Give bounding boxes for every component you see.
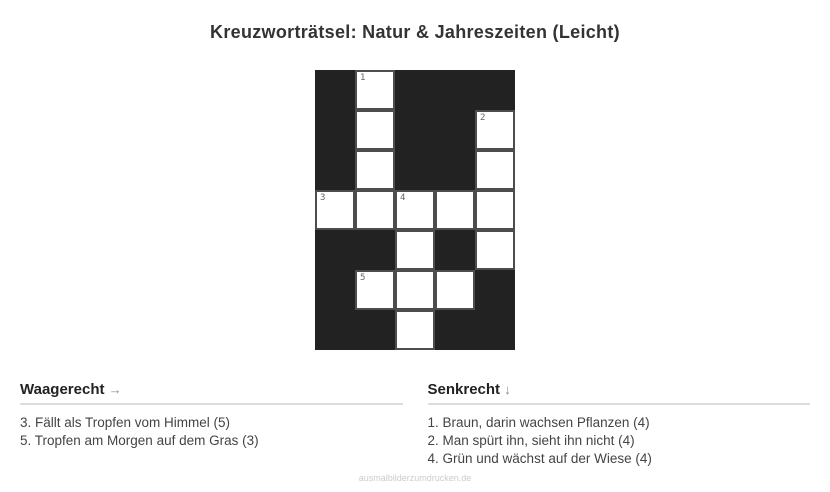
grid-open-cell[interactable]	[395, 270, 435, 310]
grid-block-cell	[395, 150, 435, 190]
across-clues	[20, 381, 403, 468]
grid-block-cell	[315, 150, 355, 190]
cell-number: 5	[360, 273, 366, 283]
grid-open-cell[interactable]	[355, 110, 395, 150]
grid-block-cell	[315, 70, 355, 110]
cell-number: 1	[360, 73, 366, 83]
cell-number: 3	[320, 193, 326, 203]
grid-block-cell	[395, 110, 435, 150]
grid-block-cell	[435, 150, 475, 190]
grid-open-cell[interactable]	[475, 190, 515, 230]
grid-open-cell[interactable]	[475, 150, 515, 190]
grid-block-cell	[315, 110, 355, 150]
grid-block-cell	[435, 110, 475, 150]
crossword-grid	[315, 70, 515, 350]
grid-open-cell[interactable]	[315, 190, 355, 230]
arrow-down-icon: ↓	[504, 382, 511, 397]
grid-open-cell[interactable]	[355, 190, 395, 230]
down-heading-label: Senkrecht	[427, 381, 501, 398]
grid-block-cell	[315, 310, 355, 350]
grid-block-cell	[355, 310, 395, 350]
grid-open-cell[interactable]	[395, 230, 435, 270]
across-clue: 3. Fällt als Tropfen vom Himmel (5)	[20, 415, 231, 430]
down-clue: 4. Grün und wächst auf der Wiese (4)	[427, 451, 652, 466]
grid-block-cell	[435, 70, 475, 110]
grid-block-cell	[355, 230, 395, 270]
grid-open-cell[interactable]	[475, 230, 515, 270]
grid-block-cell	[315, 270, 355, 310]
grid-open-cell[interactable]	[475, 110, 515, 150]
grid-open-cell[interactable]	[435, 190, 475, 230]
watermark: ausmalbilderzumdrucken.de	[358, 473, 472, 483]
grid-open-cell[interactable]	[395, 190, 435, 230]
grid-block-cell	[315, 230, 355, 270]
grid-block-cell	[435, 230, 475, 270]
clues-section	[20, 381, 810, 468]
cell-number: 2	[480, 113, 486, 123]
across-heading	[20, 381, 403, 405]
down-clue: 1. Braun, darin wachsen Pflanzen (4)	[427, 415, 650, 430]
grid-open-cell[interactable]	[355, 150, 395, 190]
grid-block-cell	[475, 270, 515, 310]
down-clue: 2. Man spürt ihn, sieht ihn nicht (4)	[427, 433, 635, 448]
across-clue: 5. Tropfen am Morgen auf dem Gras (3)	[20, 433, 259, 448]
arrow-right-icon: →	[108, 382, 122, 397]
grid-open-cell[interactable]	[355, 70, 395, 110]
cell-number: 4	[400, 193, 406, 203]
grid-block-cell	[435, 310, 475, 350]
grid-open-cell[interactable]	[395, 310, 435, 350]
grid-open-cell[interactable]	[355, 270, 395, 310]
page-title: Kreuzworträtsel: Natur & Jahreszeiten (Leicht)	[210, 22, 620, 42]
down-heading	[428, 381, 811, 405]
grid-block-cell	[475, 310, 515, 350]
grid-block-cell	[395, 70, 435, 110]
grid-block-cell	[475, 70, 515, 110]
down-clues	[428, 381, 811, 468]
grid-open-cell[interactable]	[435, 270, 475, 310]
across-heading-label: Waagerecht	[20, 381, 105, 398]
